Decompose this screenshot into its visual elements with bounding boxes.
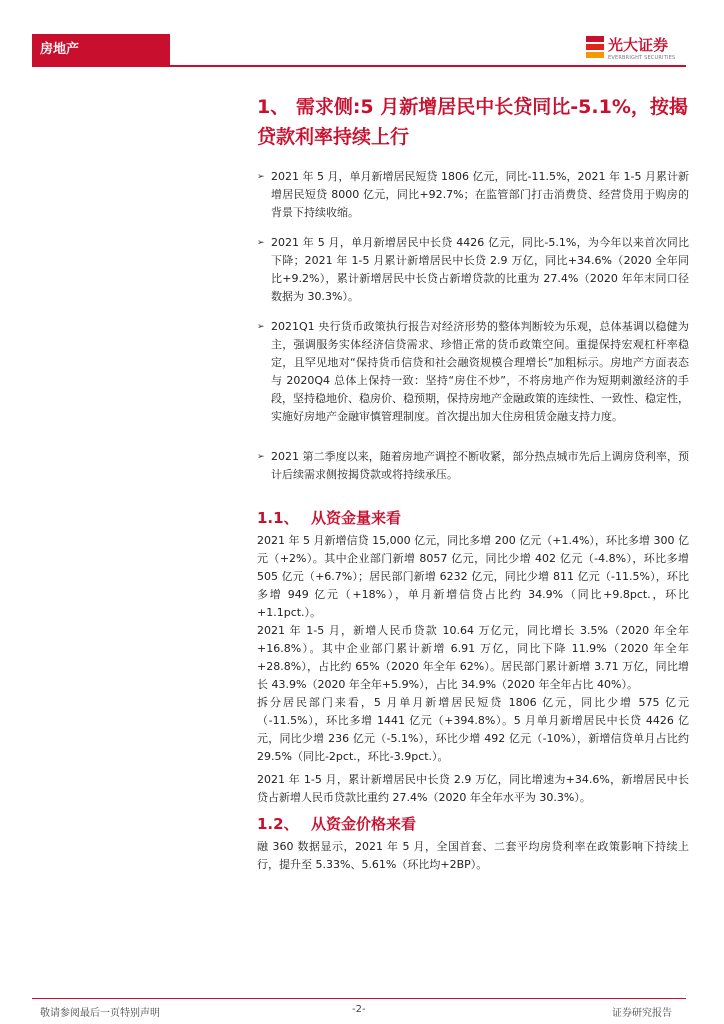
footer-divider — [32, 998, 686, 999]
paragraph: 2021 年 5 月新增信贷 15,000 亿元，同比多增 200 亿元（+1.4%），环比多增 300 亿元（+2%）。其中企业部门新增 8057 亿元，同比少增 402 亿元（-4.8%），环比多增 505 亿元（+6.7%）；居民部门新增 6232 亿元，同比少增 811 亿元（-11.5%），环比多增 949 亿元（+18%），单月新增信贷占比约 34.9%（同比+9.8pct.，环比+1.1pct.）。 — [257, 534, 689, 619]
bullet-text: 2021Q1 央行货币政策执行报告对经济形势的整体判断较为乐观，总体基调以稳健为主，强调服务实体经济信贷需求、珍惜正常的货币政策空间。重提保持宏观杠杆率稳定，且罕见地对“保持货币信贷和社会融资规模合理增长”加粗标示。房地产方面表态与 2020Q4 总体上保持一致：坚持“房住不炒”，不将房地产作为短期刺激经济的手段，坚持稳地价、稳房价、稳预期，保持房地产金融政策的连续性、一致性、稳定性，实施好房地产金融审慎管理制度。首次提出加大住房租赁金融支持力度。 — [271, 320, 689, 423]
bullet-text: 2021 年 5 月，单月新增居民短贷 1806 亿元，同比-11.5%，2021 年 1-5 月累计新增居民短贷 8000 亿元，同比+92.7%；在监管部门打击消费贷、经营贷用于购房的背景下持续收缩。 — [271, 170, 689, 219]
logo-name: 光大证券 — [608, 36, 669, 54]
paragraph: 2021 年 1-5 月，新增人民币贷款 10.64 万亿元，同比增长 3.5%（2020 年全年+16.8%）。其中企业部门累计新增 6.91 万亿，同比下降 11.9%（2020 年全年+28.8%），占比约 65%（2020 年全年 62%）。居民部门累计新增 3.71 万亿，同比增长 43.9%（2020 年全年+5.9%），占比 34.9%（2020 年全年占比 40%）。 — [257, 624, 689, 691]
bullet-arrow-icon: ➢ — [257, 238, 265, 248]
subsection-title: 从资金价格来看 — [311, 815, 417, 833]
bullet-item — [257, 448, 689, 484]
bullet-text: 2021 年 5 月，单月新增居民中长贷 4426 亿元，同比-5.1%，为今年以来首次同比下降；2021 年 1-5 月累计新增居民中长贷 2.9 万亿，同比+34.6%（2020 全年同比+9.2%），累计新增居民中长贷占新增贷款的比重为 27.4%（2020 年年末同口径数据为 30.3%）。 — [271, 236, 689, 303]
subsection-title: 从资金量来看 — [311, 509, 402, 527]
page-number: -2- — [352, 1004, 366, 1015]
subsection-heading-1-2 — [257, 813, 416, 835]
subsection-number: 1.1、 — [257, 509, 299, 527]
bullet-item — [257, 234, 689, 306]
header-divider — [32, 65, 686, 67]
sector-label: 房地产 — [40, 42, 80, 57]
section-title: 1、 需求侧:5 月新增居民中长贷同比-5.1%，按揭贷款利率持续上行 — [257, 96, 688, 148]
bullet-arrow-icon: ➢ — [257, 172, 265, 182]
logo-mark-icon — [586, 36, 604, 58]
paragraph: 融 360 数据显示，2021 年 5 月，全国首套、二套平均房贷利率在政策影响下持续上行，提升至 5.33%、5.61%（环比均+2BP）。 — [257, 840, 689, 871]
bullet-item — [257, 168, 689, 222]
paragraph: 2021 年 1-5 月，累计新增居民中长贷 2.9 万亿，同比增速为+34.6%，新增居民中长贷占新增人民币贷款比重约 27.4%（2020 年全年水平为 30.3%）。 — [257, 773, 689, 804]
subsection-number: 1.2、 — [257, 815, 299, 833]
bullet-text: 2021 第二季度以来，随着房地产调控不断收紧，部分热点城市先后上调房贷利率，预计后续需求侧按揭贷款或将持续承压。 — [271, 450, 689, 481]
bullet-item — [257, 318, 689, 426]
bullet-arrow-icon: ➢ — [257, 322, 265, 332]
bullet-arrow-icon: ➢ — [257, 452, 265, 462]
company-logo — [586, 36, 686, 64]
footer-disclaimer: 敬请参阅最后一页特别声明 — [40, 1008, 160, 1019]
paragraph: 拆分居民部门来看，5 月单月新增居民短贷 1806 亿元，同比少增 575 亿元（-11.5%），环比多增 1441 亿元（+394.8%）。5 月单月新增居民中长贷 4426 亿元，同比少增 236 亿元（-5.1%），环比少增 492 亿元（-10%），新增信贷单月占比约 29.5%（同比-2pct.，环比-3.9pct.）。 — [257, 696, 689, 763]
logo-subtitle: EVERBRIGHT SECURITIES — [608, 55, 676, 61]
subsection-heading-1-1 — [257, 507, 401, 529]
footer-report-type: 证券研究报告 — [612, 1008, 672, 1019]
